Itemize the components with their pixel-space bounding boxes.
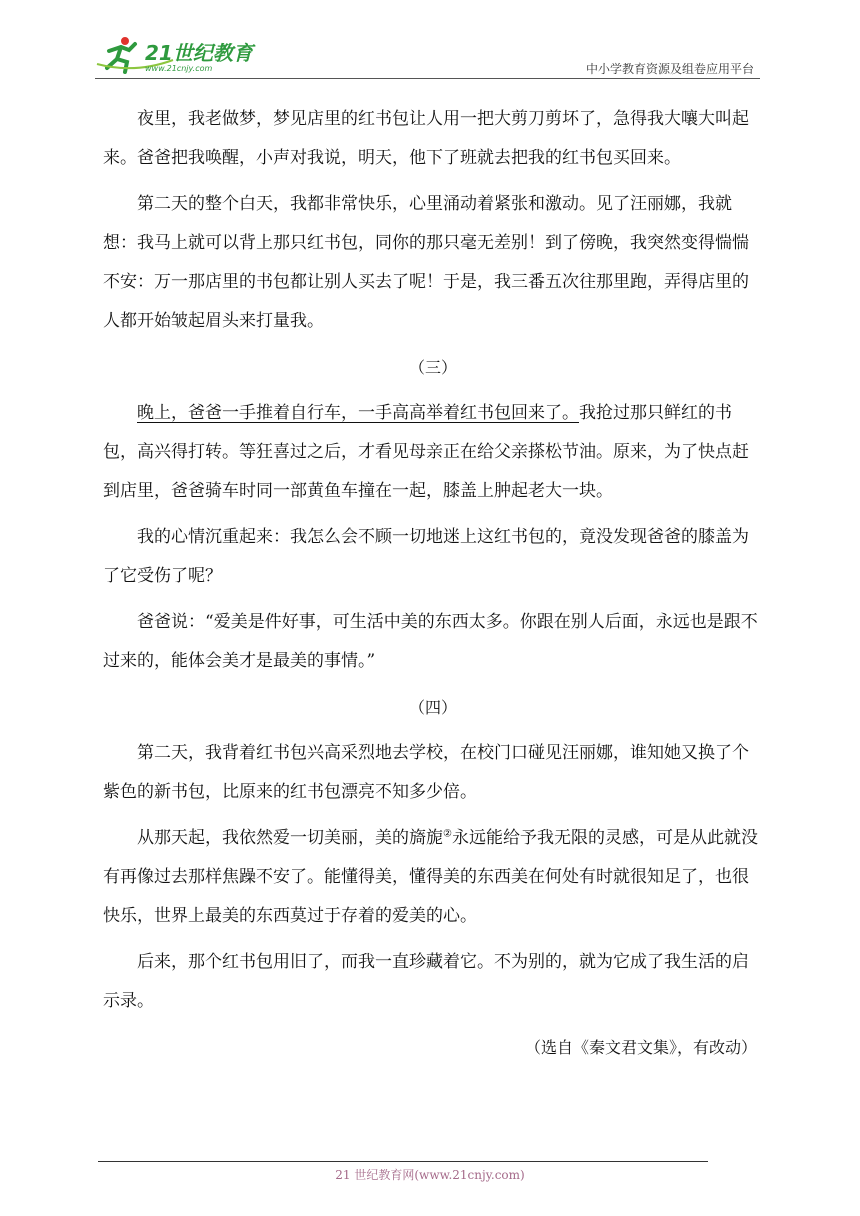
paragraph-3-rest: 我抢过那只鲜红的书包，高兴得打转。等狂喜过之后，才看见母亲正在给父亲搽松节油。原来，为了快点赶到店里，爸爸骑车时同一部黄鱼车撞在一起，膝盖上肿起老大一块。 xyxy=(103,403,749,501)
paragraph-7-start: 从那天起，我依然爱一切美丽，美的旖旎 xyxy=(137,828,443,848)
paragraph-4: 我的心情沉重起来：我怎么会不顾一切地迷上这红书包的，竟没发现爸爸的膝盖为了它受伤了呢？ xyxy=(103,527,749,586)
section-heading-3: （三） xyxy=(408,358,457,377)
footer-divider xyxy=(98,1161,708,1162)
footnote-marker: ② xyxy=(443,828,452,840)
article-body xyxy=(103,100,763,1067)
paragraph-8: 后来，那个红书包用旧了，而我一直珍藏着它。不为别的，就为它成了我生活的启示录。 xyxy=(103,952,749,1011)
paragraph-7-end: 永远能给予我无限的灵感，可是从此就没有再像过去那样焦躁不安了。能懂得美，懂得美的东西美在何处有时就很知足了，也很快乐，世界上最美的东西莫过于存着的爱美的心。 xyxy=(103,828,758,926)
svg-text:21世纪教育: 21世纪教育 xyxy=(145,41,253,65)
paragraph-6: 第二天，我背着红书包兴高采烈地去学校，在校门口碰见汪丽娜，谁知她又换了个紫色的新书包，比原来的红书包漂亮不知多少倍。 xyxy=(103,743,749,802)
page-header xyxy=(95,30,760,82)
paragraph-7 xyxy=(103,819,763,936)
paragraph-1: 夜里，我老做梦，梦见店里的红书包让人用一把大剪刀剪坏了，急得我大嚷大叫起来。爸爸把我唤醒，小声对我说，明天，他下了班就去把我的红书包买回来。 xyxy=(103,109,749,168)
page-footer: 21 世纪教育网(www.21cnjy.com) xyxy=(335,1168,525,1182)
paragraph-5: 爸爸说：“爱美是件好事，可生活中美的东西太多。你跟在别人后面，永远也是跟不过来的，能体会美才是最美的事情。” xyxy=(103,612,758,671)
paragraph-2: 第二天的整个白天，我都非常快乐，心里涌动着紧张和激动。见了汪丽娜，我就想：我马上就可以背上那只红书包，同你的那只毫无差别！到了傍晚，我突然变得惴惴不安：万一那店里的书包都让别人买去了呢！于是，我三番五次往那里跑，弄得店里的人都开始皱起眉头来打量我。 xyxy=(103,194,749,331)
svg-text:www.21cnjy.com: www.21cnjy.com xyxy=(145,64,213,73)
platform-name: 中小学教育资源及组卷应用平台 xyxy=(585,62,754,76)
section-heading-4: （四） xyxy=(408,698,457,717)
underlined-sentence: 晚上，爸爸一手推着自行车，一手高高举着红书包回来了。 xyxy=(137,403,579,423)
header-divider xyxy=(95,78,760,79)
site-logo xyxy=(95,34,265,74)
source-citation: （选自《秦文君文集》，有改动） xyxy=(524,1038,757,1057)
paragraph-3 xyxy=(103,394,763,511)
